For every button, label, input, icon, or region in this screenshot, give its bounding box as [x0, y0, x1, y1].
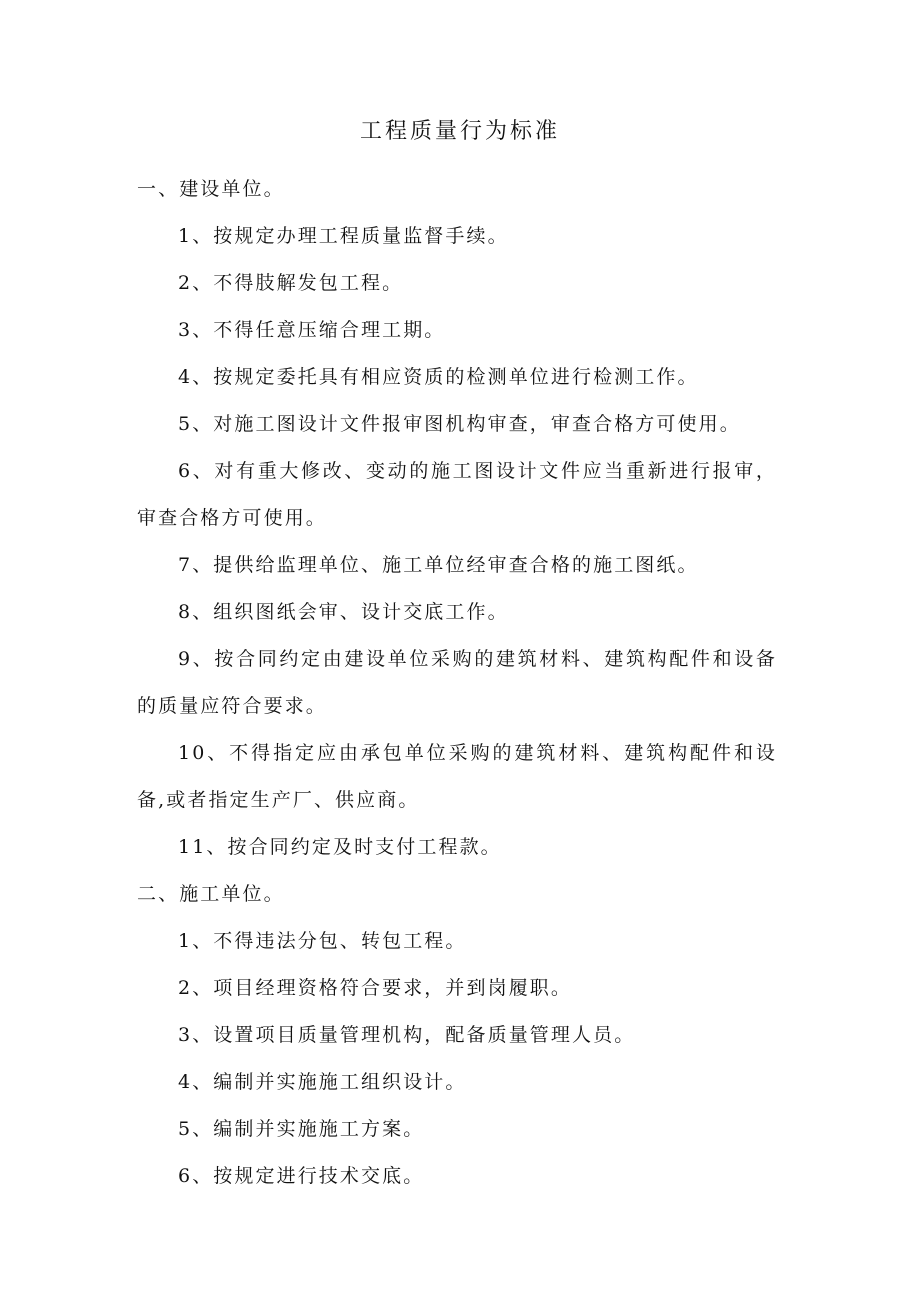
list-item: 8、组织图纸会审、设计交底工作。: [178, 601, 509, 623]
list-item: 2、项目经理资格符合要求，并到岗履职。: [178, 977, 572, 999]
list-item: 4、编制并实施施工组织设计。: [178, 1071, 467, 1093]
list-item: 1、不得违法分包、转包工程。: [178, 930, 467, 952]
list-item: 5、编制并实施施工方案。: [178, 1118, 425, 1140]
list-item: 9、按合同约定由建设单位采购的建筑材料、建筑构配件和设备的质量应符合要求。: [137, 648, 777, 717]
list-item: 3、设置项目质量管理机构，配备质量管理人员。: [178, 1024, 636, 1046]
list-item: 6、按规定进行技术交底。: [178, 1165, 425, 1187]
list-item: 6、对有重大修改、变动的施工图设计文件应当重新进行报审，审查合格方可使用。: [137, 460, 777, 529]
list-item: 5、对施工图设计文件报审图机构审查，审查合格方可使用。: [178, 413, 741, 435]
list-item: 2、不得肢解发包工程。: [178, 272, 404, 294]
list-item: 4、按规定委托具有相应资质的检测单位进行检测工作。: [178, 366, 699, 388]
list-item: 3、不得任意压缩合理工期。: [178, 319, 446, 341]
document-body: [137, 166, 777, 1200]
list-item: 1、按规定办理工程质量监督手续。: [178, 225, 509, 247]
list-item: 11、按合同约定及时支付工程款。: [178, 836, 502, 858]
list-item: 10、不得指定应由承包单位采购的建筑材料、建筑构配件和设备,或者指定生产厂、供应商。: [137, 742, 777, 811]
document-title: 工程质量行为标准: [359, 119, 560, 144]
section-heading-contractor: 二、施工单位。: [137, 883, 285, 905]
list-item: 7、提供给监理单位、施工单位经审查合格的施工图纸。: [178, 554, 699, 576]
section-heading-construction-unit: 一、建设单位。: [137, 178, 285, 200]
